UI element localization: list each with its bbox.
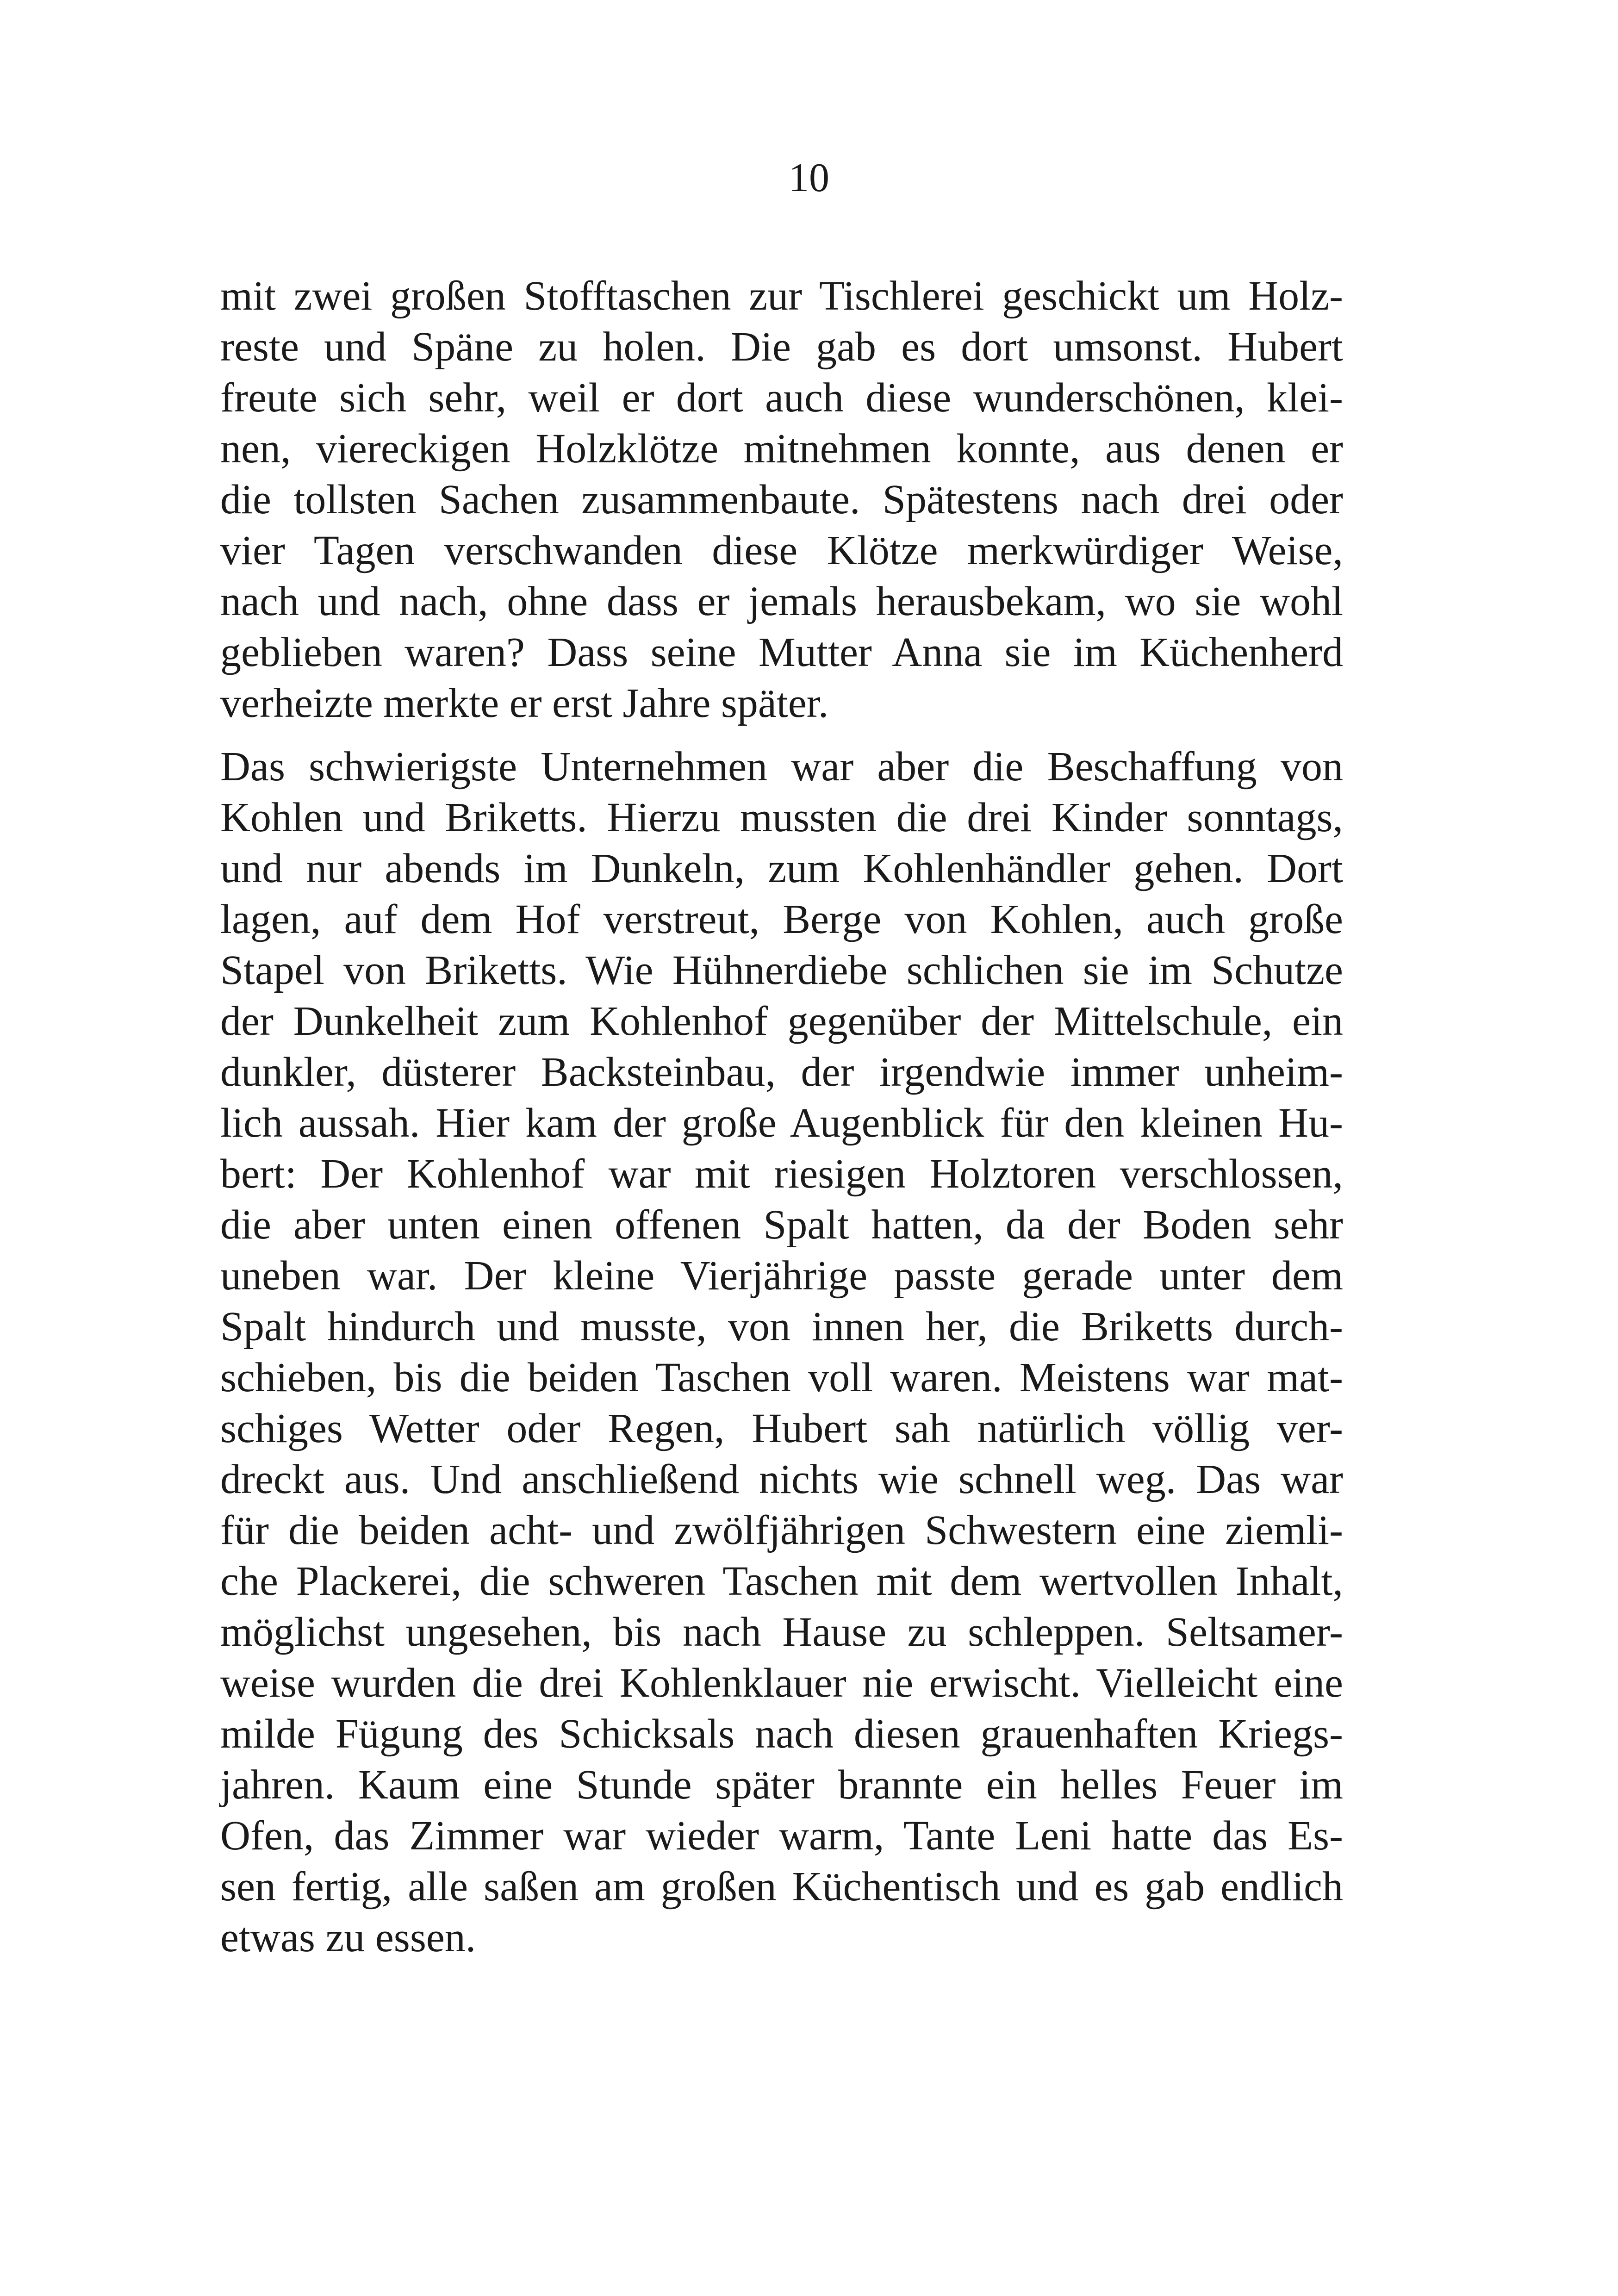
paragraph-2 <box>220 741 1343 1963</box>
text-line: freute sich sehr, weil er dort auch diese wunderschönen, klei- <box>220 375 1343 421</box>
page-number: 10 <box>789 156 829 200</box>
text-line: weise wurden die drei Kohlenklauer nie erwischt. Vielleicht eine <box>220 1660 1343 1706</box>
text-line: die tollsten Sachen zusammenbaute. Spätestens nach drei oder <box>220 477 1343 523</box>
text-line: Kohlen und Briketts. Hierzu mussten die drei Kinder sonntags, <box>220 795 1343 840</box>
text-line: geblieben waren? Dass seine Mutter Anna sie im Küchenherd <box>220 629 1343 675</box>
text-line: nen, viereckigen Holzklötze mitnehmen konnte, aus denen er <box>220 426 1343 472</box>
text-line: schiges Wetter oder Regen, Hubert sah natürlich völlig ver- <box>220 1406 1343 1451</box>
text-line: etwas zu essen. <box>220 1915 476 1960</box>
text-line: der Dunkelheit zum Kohlenhof gegenüber der Mittelschule, ein <box>220 998 1343 1044</box>
paragraph-1 <box>220 271 1343 729</box>
text-line: uneben war. Der kleine Vierjährige passte gerade unter dem <box>220 1253 1343 1299</box>
text-line: die aber unten einen offenen Spalt hatten, da der Boden sehr <box>220 1202 1343 1248</box>
text-line: schieben, bis die beiden Taschen voll waren. Meistens war mat- <box>220 1355 1343 1400</box>
text-line: che Plackerei, die schweren Taschen mit dem wertvollen Inhalt, <box>220 1558 1343 1604</box>
text-line: nach und nach, ohne dass er jemals herausbekam, wo sie wohl <box>220 579 1343 624</box>
text-line: reste und Späne zu holen. Die gab es dort umsonst. Hubert <box>220 324 1343 370</box>
text-line: dunkler, düsterer Backsteinbau, der irgendwie immer unheim- <box>220 1049 1343 1095</box>
text-line: jahren. Kaum eine Stunde später brannte ein helles Feuer im <box>220 1762 1343 1808</box>
paragraph-spacer <box>220 729 1343 741</box>
text-line: Stapel von Briketts. Wie Hühnerdiebe schlichen sie im Schutze <box>220 947 1343 993</box>
body-text <box>220 271 1343 1963</box>
text-line: Das schwierigste Unternehmen war aber die Beschaffung von <box>220 744 1343 790</box>
text-line: milde Fügung des Schicksals nach diesen grauenhaften Kriegs- <box>220 1711 1343 1757</box>
text-line: dreckt aus. Und anschließend nichts wie schnell weg. Das war <box>220 1456 1343 1502</box>
text-line: lich aussah. Hier kam der große Augenblick für den kleinen Hu- <box>220 1100 1343 1146</box>
text-line: Spalt hindurch und musste, von innen her, die Briketts durch- <box>220 1304 1343 1350</box>
text-line: mit zwei großen Stofftaschen zur Tischlerei geschickt um Holz- <box>220 273 1343 319</box>
text-line: Ofen, das Zimmer war wieder warm, Tante Leni hatte das Es- <box>220 1813 1343 1859</box>
text-line: für die beiden acht- und zwölfjährigen Schwestern eine ziemli- <box>220 1507 1343 1553</box>
text-line: bert: Der Kohlenhof war mit riesigen Holztoren verschlossen, <box>220 1151 1343 1197</box>
text-line: vier Tagen verschwanden diese Klötze merkwürdiger Weise, <box>220 528 1343 573</box>
text-line: lagen, auf dem Hof verstreut, Berge von Kohlen, auch große <box>220 896 1343 942</box>
text-line: und nur abends im Dunkeln, zum Kohlenhändler gehen. Dort <box>220 846 1343 891</box>
text-line: sen fertig, alle saßen am großen Küchentisch und es gab endlich <box>220 1864 1343 1910</box>
text-line: möglichst ungesehen, bis nach Hause zu schleppen. Seltsamer- <box>220 1609 1343 1655</box>
text-line: verheizte merkte er erst Jahre später. <box>220 680 829 726</box>
